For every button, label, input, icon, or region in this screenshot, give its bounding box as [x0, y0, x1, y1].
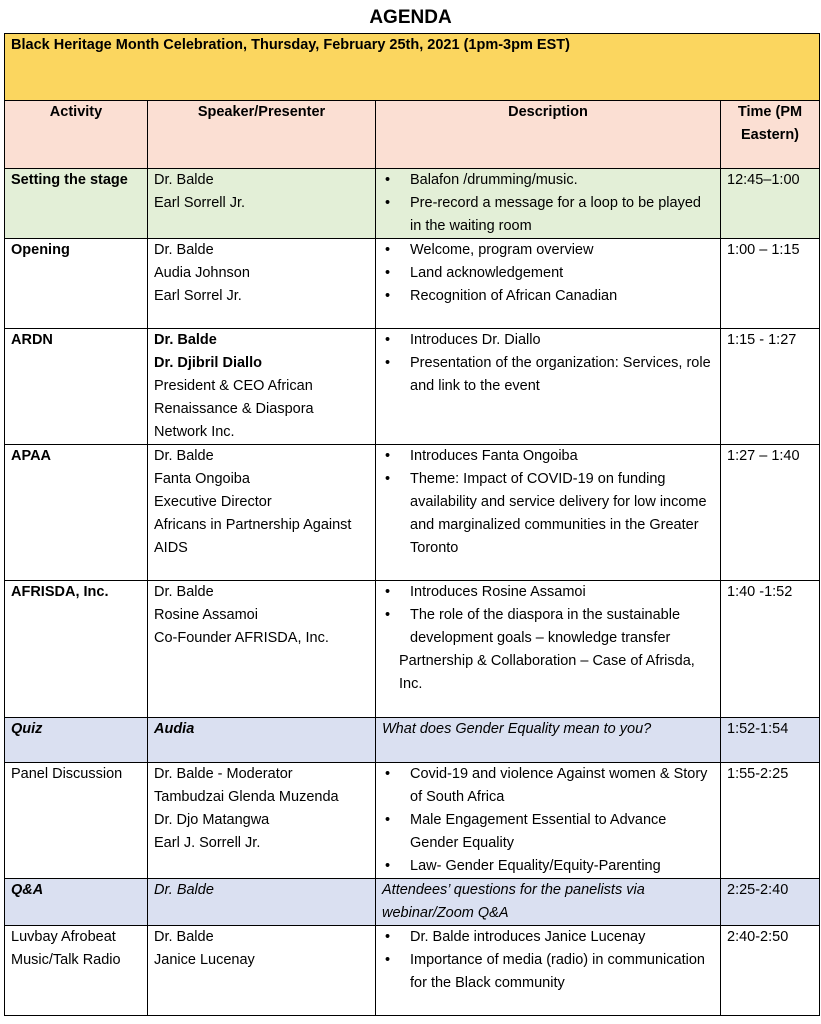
- description-bullet: • Balafon /drumming/music.: [382, 169, 714, 192]
- description-bullet: • Male Engagement Essential to Advance Gender Equality: [382, 809, 714, 855]
- time-cell: 1:40 -1:52: [721, 581, 820, 718]
- speaker-line: Dr. Balde: [154, 242, 214, 258]
- description-bullet: • Introduces Fanta Ongoiba: [382, 445, 714, 468]
- speaker-line: Dr. Balde: [154, 172, 214, 188]
- header-row: [5, 101, 820, 169]
- time-cell: 2:25-2:40: [721, 879, 820, 926]
- activity-cell: Panel Discussion: [5, 763, 148, 879]
- description-cell: Attendees’ questions for the panelists via webinar/Zoom Q&A: [376, 879, 721, 926]
- speaker-line: President & CEO African Renaissance & Diaspora Network Inc.: [154, 378, 314, 440]
- speaker-cell: [148, 329, 376, 445]
- description-bullet: • Importance of media (radio) in communication for the Black community: [382, 949, 714, 995]
- time-cell: 1:27 – 1:40: [721, 445, 820, 581]
- activity-cell: Quiz: [5, 718, 148, 763]
- time-cell: 1:55-2:25: [721, 763, 820, 879]
- description-bullet: • Introduces Rosine Assamoi: [382, 581, 714, 604]
- event-banner: Black Heritage Month Celebration, Thursday, February 25th, 2021 (1pm-3pm EST): [5, 34, 820, 101]
- table-row: [5, 239, 820, 329]
- speaker-line: Audia Johnson: [154, 265, 250, 281]
- speaker-cell: Dr. Balde: [148, 879, 376, 926]
- time-cell: 1:00 – 1:15: [721, 239, 820, 329]
- description-bullet: • Recognition of African Canadian: [382, 285, 714, 308]
- description-bullet: • The role of the diaspora in the sustainable development goals – knowledge transfer: [382, 604, 714, 650]
- page-title: AGENDA: [369, 7, 452, 28]
- activity-cell: Opening: [5, 239, 148, 329]
- description-bullet: • Introduces Dr. Diallo: [382, 329, 714, 352]
- header-speaker: Speaker/Presenter: [148, 101, 376, 169]
- description-cell: [376, 763, 721, 879]
- speaker-cell: Audia: [148, 718, 376, 763]
- event-banner-row: [5, 34, 820, 101]
- activity-cell: Q&A: [5, 879, 148, 926]
- header-activity: Activity: [5, 101, 148, 169]
- table-row: [5, 926, 820, 1016]
- description-bullet: • Theme: Impact of COVID-19 on funding availability and service delivery for low income and marginalized communities in the Greater Toronto: [382, 468, 714, 560]
- speaker-line: Dr. Balde: [154, 448, 214, 464]
- table-row: [5, 879, 820, 926]
- speaker-line: Africans in Partnership Against AIDS: [154, 517, 352, 556]
- description-cell: [376, 445, 721, 581]
- header-time-line2: Eastern): [740, 127, 800, 143]
- table-row: [5, 445, 820, 581]
- speaker-line: Tambudzai Glenda Muzenda: [154, 789, 339, 805]
- speaker-cell: [148, 445, 376, 581]
- time-cell: 1:15 - 1:27: [721, 329, 820, 445]
- time-cell: 12:45–1:00: [721, 169, 820, 239]
- header-description: Description: [376, 101, 721, 169]
- table-row: [5, 718, 820, 763]
- table-row: [5, 169, 820, 239]
- description-cell: [376, 581, 721, 718]
- description-cell: [376, 329, 721, 445]
- activity-cell: Luvbay Afrobeat Music/Talk Radio: [5, 926, 148, 1016]
- speaker-line: Executive Director: [154, 494, 272, 510]
- activity-cell: Setting the stage: [5, 169, 148, 239]
- description-bullet: • Presentation of the organization: Services, role and link to the event: [382, 352, 714, 398]
- speaker-cell: [148, 763, 376, 879]
- description-cell: [376, 239, 721, 329]
- speaker-line: Earl Sorrel Jr.: [154, 288, 242, 304]
- speaker-line: Fanta Ongoiba: [154, 471, 250, 487]
- activity-cell: APAA: [5, 445, 148, 581]
- time-cell: 1:52-1:54: [721, 718, 820, 763]
- time-cell: 2:40-2:50: [721, 926, 820, 1016]
- description-bullet: • Law- Gender Equality/Equity-Parenting: [382, 855, 714, 878]
- speaker-line: Co-Founder AFRISDA, Inc.: [154, 630, 329, 646]
- speaker-line: Dr. Balde: [154, 584, 214, 600]
- speaker-cell: [148, 169, 376, 239]
- speaker-line: Earl Sorrell Jr.: [154, 195, 246, 211]
- speaker-cell: [148, 239, 376, 329]
- description-cell: [376, 926, 721, 1016]
- speaker-line: Dr. Djibril Diallo: [154, 355, 262, 371]
- table-row: [5, 763, 820, 879]
- speaker-cell: [148, 926, 376, 1016]
- speaker-line: Dr. Balde: [154, 929, 214, 945]
- header-time: [721, 101, 820, 169]
- activity-cell: ARDN: [5, 329, 148, 445]
- description-bullet: • Welcome, program overview: [382, 239, 714, 262]
- speaker-line: Dr. Balde - Moderator: [154, 766, 293, 782]
- description-bullet: • Dr. Balde introduces Janice Lucenay: [382, 926, 714, 949]
- description-cell: [376, 169, 721, 239]
- description-bullet: • Pre-record a message for a loop to be played in the waiting room: [382, 192, 714, 238]
- description-bullet: • Land acknowledgement: [382, 262, 714, 285]
- table-row: [5, 581, 820, 718]
- description-continuation: Partnership & Collaboration – Case of Afrisda, Inc.: [399, 653, 695, 692]
- speaker-cell: [148, 581, 376, 718]
- agenda-table: [4, 33, 820, 1016]
- description-cell: What does Gender Equality mean to you?: [376, 718, 721, 763]
- speaker-line: Rosine Assamoi: [154, 607, 258, 623]
- speaker-line: Janice Lucenay: [154, 952, 255, 968]
- header-time-line1: Time (PM: [737, 104, 803, 120]
- speaker-line: Earl J. Sorrell Jr.: [154, 835, 261, 851]
- speaker-line: Dr. Djo Matangwa: [154, 812, 270, 828]
- activity-cell: AFRISDA, Inc.: [5, 581, 148, 718]
- description-bullet: • Covid-19 and violence Against women & Story of South Africa: [382, 763, 714, 809]
- speaker-line: Dr. Balde: [154, 332, 217, 348]
- table-row: [5, 329, 820, 445]
